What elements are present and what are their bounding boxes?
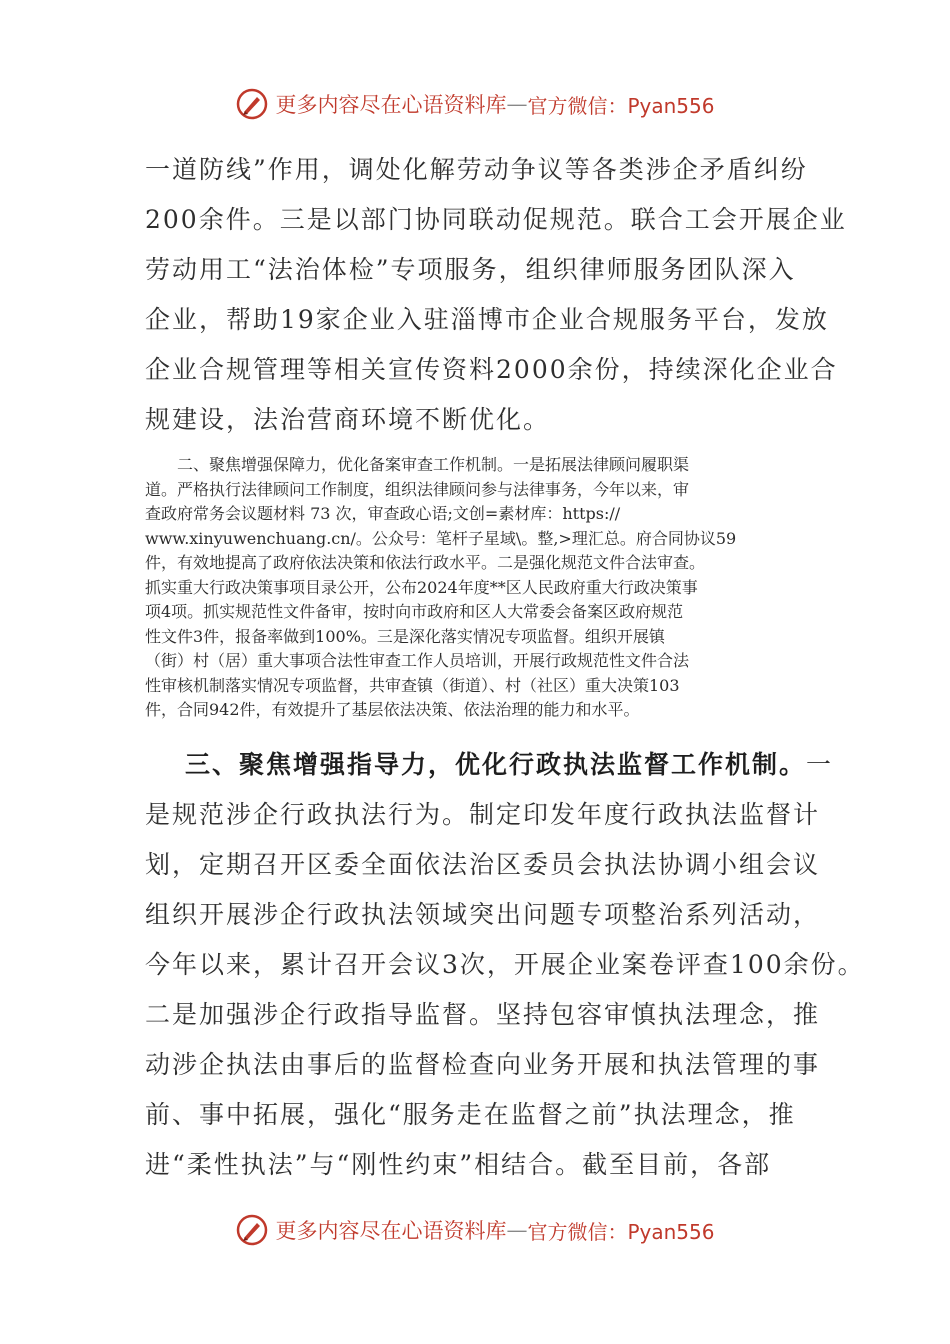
text-line: 200余件。三是以部门协同联动促规范。联合工会开展企业 — [145, 205, 847, 234]
text-line: 性审核机制落实情况专项监督，共审查镇（街道）、村（社区）重大决策103 — [145, 675, 680, 695]
footer-watermark-banner — [0, 1210, 950, 1250]
text-line: 前、事中拓展，强化“服务走在监督之前”执法理念，推 — [145, 1100, 796, 1129]
banner-dash: — — [506, 1218, 528, 1242]
pen-logo-icon — [235, 1213, 269, 1247]
paragraph-3 — [145, 740, 865, 1190]
text-line: 今年以来，累计召开会议3次，开展企业案卷评查100余份。 — [145, 950, 865, 979]
banner-dash: — — [506, 92, 528, 116]
text-line: 规建设，法治营商环境不断优化。 — [145, 405, 551, 434]
header-watermark-banner — [0, 84, 950, 124]
text-line: 划，定期召开区委全面依法治区委员会执法协调小组会议 — [145, 850, 821, 879]
paragraph-2 — [145, 453, 809, 723]
text-line: 二、聚焦增强保障力，优化备案审查工作机制。一是拓展法律顾问履职渠 — [177, 455, 690, 474]
text-line: 二是加强涉企行政指导监督。坚持包容审慎执法理念，推 — [145, 1000, 821, 1029]
banner-wechat: 官方微信：Pyan556 — [527, 1219, 715, 1244]
text-line: 是规范涉企行政执法行为。制定印发年度行政执法监督计 — [145, 800, 821, 829]
text-line: 性文件3件，报备率做到100%。三是深化落实情况专项监督。组织开展镇 — [145, 626, 665, 646]
text-line: www.xinyuwenchuang.cn/。公众号：笔杆子星域\。整,>理汇总。府合同协议59 — [145, 528, 737, 548]
text-line: 劳动用工“法治体检”专项服务，组织律师服务团队深入 — [145, 255, 796, 284]
text-line: 查政府常务会议题材料 73 次，审查政心语;文创=素材库：https:// — [145, 504, 621, 523]
text-line: （街）村（居）重大事项合法性审查工作人员培训，开展行政规范性文件合法 — [145, 651, 690, 670]
banner-text: 更多内容尽在心语资料库 — [275, 93, 507, 117]
text-line: 组织开展涉企行政执法领域突出问题专项整治系列活动， — [145, 900, 821, 929]
paragraph-1 — [145, 145, 847, 445]
banner-wechat: 官方微信：Pyan556 — [527, 93, 715, 118]
text-line: 一道防线”作用，调处化解劳动争议等各类涉企矛盾纠纷 — [145, 155, 808, 184]
text-line: 件，有效地提高了政府依法决策和依法行政水平。二是强化规范文件合法审查。 — [145, 553, 706, 572]
text-line: 抓实重大行政决策事项目录公开，公布2024年度**区人民政府重大行政决策事 — [145, 577, 698, 597]
heading-line: 三、聚焦增强指导力，优化行政执法监督工作机制。一 — [185, 750, 834, 779]
section-heading: 三、聚焦增强指导力，优化行政执法监督工作机制。 — [185, 750, 807, 779]
banner-text: 更多内容尽在心语资料库 — [275, 1219, 507, 1243]
text-line: 件，合同942件，有效提升了基层依法决策、依法治理的能力和水平。 — [145, 700, 640, 719]
pen-logo-icon — [235, 87, 269, 121]
text-line: 企业，帮助19家企业入驻淄博市企业合规服务平台，发放 — [145, 305, 829, 334]
text-line: 项4项。抓实规范性文件备审，按时向市政府和区人大常委会备案区政府规范 — [145, 602, 684, 621]
text-line: 动涉企执法由事后的监督检查向业务开展和执法管理的事 — [145, 1050, 821, 1079]
text-line: 道。严格执行法律顾问工作制度，组织法律顾问参与法律事务，今年以来，审 — [145, 479, 690, 499]
text-line: 企业合规管理等相关宣传资料2000余份，持续深化企业合 — [145, 355, 838, 384]
text-line: 进“柔性执法”与“刚性约束”相结合。截至目前，各部 — [145, 1150, 772, 1179]
